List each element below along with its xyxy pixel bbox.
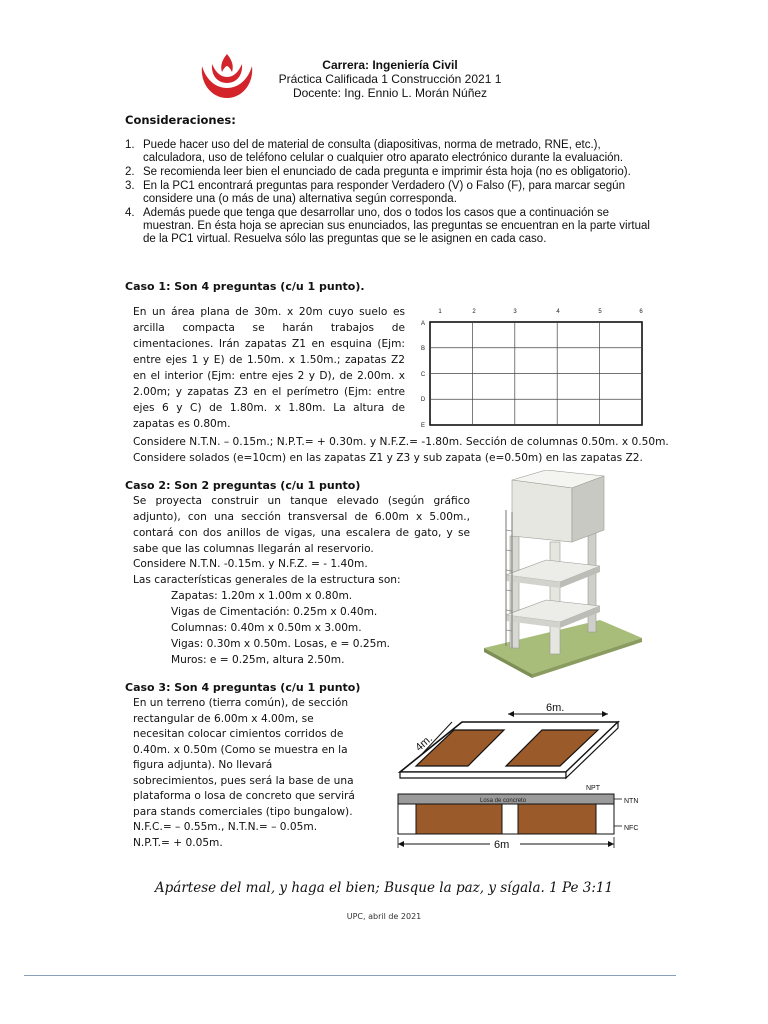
grid-col-label: 2 — [472, 309, 476, 315]
caso1-grid-plan — [418, 305, 658, 433]
caso1-title: Caso 1: Son 4 preguntas (c/u 1 punto). — [125, 280, 365, 293]
consideration-item: 2. Se recomienda leer bien el enunciado de cada pregunta e imprimir ésta hoja (no es obligatorio). — [125, 166, 631, 178]
career-title: Carrera: Ingeniería Civil — [322, 58, 458, 72]
grid-row-label: C — [420, 372, 426, 378]
caso1-line1: Considere N.T.N. – 0.15m.; N.P.T.= + 0.30m. y N.F.Z.= -1.80m. Sección de columnas 0.50m. x 0.50m. — [133, 436, 669, 448]
grid-row-label: A — [420, 321, 426, 327]
spec-item: Zapatas: 1.20m x 1.00m x 0.80m. — [171, 590, 353, 602]
caso3-text: En un terreno (tierra común), de sección rectangular de 6.00m x 4.00m, se necesitan colocar cimientos corridos de 0.40m. x 0.50m (Como se muestra en la figura adjunta). No llevará sobrecimientos, pues será la base de una plataforma o losa de concreto que servirá para stands comerciales (tipo bungalow). N.F.C.= – 0.55m., N.T.N.= – 0.05m. N.P.T.= + 0.05m. — [133, 697, 355, 849]
grid-col-label: 5 — [598, 309, 602, 315]
spec-item: Vigas de Cimentación: 0.25m x 0.40m. — [171, 606, 378, 618]
bible-verse: Apártese del mal, y haga el bien; Busque la paz, y sígala. 1 Pe 3:11 — [154, 880, 614, 896]
header — [230, 58, 550, 100]
grid-col-label: 3 — [513, 309, 517, 315]
practice-title: Práctica Calificada 1 Construcción 2021 1 — [278, 72, 502, 86]
grid-row-label: B — [420, 346, 426, 352]
grid-row-label: E — [420, 423, 426, 429]
consideration-item: 3. En la PC1 encontrará preguntas para responder Verdadero (V) o Falso (F), para marcar según considere una (o más de una) alternativa según corresponda. — [125, 180, 625, 205]
consideration-item: 1. Puede hacer uso del de material de consulta (diapositivas, norma de metrado, RNE, etc.), calculadora, uso de teléfono celular o cualquier otro aparato electrónico durante la evaluación. — [125, 139, 624, 164]
grid-plan-svg — [418, 305, 658, 433]
considerations-title: Consideraciones: — [125, 113, 236, 127]
teacher-name: Docente: Ing. Ennio L. Morán Núñez — [292, 86, 488, 100]
consideration-item: 4. Además puede que tenga que desarrollar uno, dos o todos los casos que a continuación se muestran. En ésta hoja se aprecian sus enunciados, las preguntas se encuentran en la parte virtual de la PC1 virtual. Resuelva sólo las preguntas que se le asignen en cada caso. — [125, 207, 650, 245]
spec-item: Muros: e = 0.25m, altura 2.50m. — [171, 654, 345, 666]
grid-col-label: 6 — [639, 309, 643, 315]
grid-row-label: D — [420, 397, 426, 403]
npt-label: NPT — [586, 785, 600, 792]
caso2-paragraph: Se proyecta construir un tanque elevado (según gráfico adjunto), con una sección transversal de 6.00m x 5.00m., contará con dos anillos de vigas, una escalera de gato, y se sabe que las columnas llegarán al reservorio. — [133, 495, 470, 555]
spec-item: Columnas: 0.40m x 0.50m x 3.00m. — [171, 622, 362, 634]
considerations-list — [125, 139, 655, 247]
footer-date: UPC, abril de 2021 — [346, 912, 422, 921]
caso2-conditions: Considere N.T.N. -0.15m. y N.F.Z. = - 1.40m. Las características generales de la estructura son: Zapatas: 1.20m x 1.00m x 0.80m. Vigas de Cimentación: 0.25m x 0.40m. Columnas: 0.40m x 0.50m x 3.00m. Vigas: 0.30m x 0.50m. Losas, e = 0.25m. Muros: e = 0.25m, altura 2.50m. — [133, 556, 473, 668]
grid-col-label: 1 — [438, 309, 442, 315]
caso2-tank-illustration — [482, 470, 644, 678]
caso1-line2: Considere solados (e=10cm) en las zapatas Z1 y Z3 y sub zapata (e=0.50m) en las zapatas Z2. — [133, 452, 643, 464]
ntn-label: NTN — [624, 798, 639, 805]
bottom-divider — [24, 975, 676, 976]
caso2-title: Caso 2: Son 2 preguntas (c/u 1 punto) — [125, 479, 361, 492]
caso3-foundation-figure — [396, 698, 652, 854]
nfc-label: NFC — [624, 825, 639, 832]
elevated-tank-icon — [482, 470, 644, 678]
bottom-dim-label: 6m — [494, 839, 510, 851]
caso3-title: Caso 3: Son 4 preguntas (c/u 1 punto) — [125, 681, 361, 694]
width-label: 6m. — [546, 702, 565, 714]
spec-item: Vigas: 0.30m x 0.50m. Losas, e = 0.25m. — [171, 638, 391, 650]
foundation-diagram-icon — [396, 698, 652, 854]
caso1-paragraph: En un área plana de 30m. x 20m cuyo suelo es arcilla compacta se harán trabajos de cimentaciones. Irán zapatas Z1 en esquina (Ejm: entre ejes 1 y E) de 1.50m. x 1.50m.; zapatas Z2 en el interior (Ejm: entre ejes 2 y D), de 2.00m. x 2.00m; y zapatas Z3 en el perímetro (Ejm: entre ejes 6 y C) de 1.80m. x 1.80m. La altura de zapatas es 0.80m. — [133, 306, 405, 430]
grid-col-label: 4 — [556, 309, 560, 315]
slab-label: Losa de concreto — [480, 798, 527, 804]
depth-label: 4m. — [413, 732, 435, 754]
